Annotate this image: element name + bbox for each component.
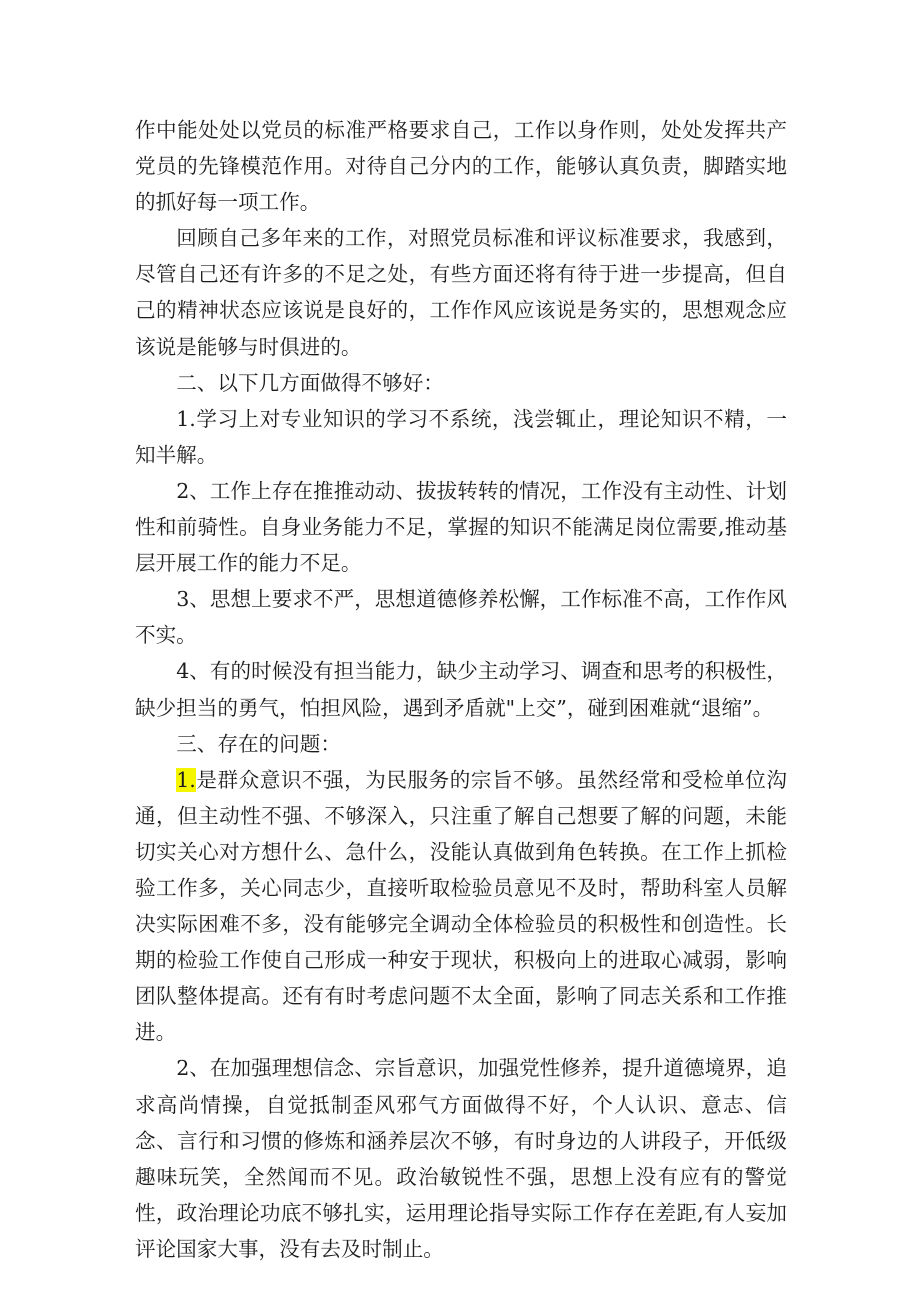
problem-item-1: [135, 762, 787, 1051]
paragraph-continuation: 作中能处处以党员的标准严格要求自己，工作以身作则，处处发挥共产党员的先锋模范作用。对待自己分内的工作，能够认真负责，脚踏实地的抓好每一项工作。: [135, 118, 787, 215]
paragraph-review: 回顾自己多年来的工作，对照党员标准和评议标准要求，我感到，尽管自己还有许多的不足之处，有些方面还将有待于进一步提高，但自己的精神状态应该说是良好的，工作作风应该说是务实的，思想观念应该说是能够与时俱进的。: [135, 226, 787, 359]
problem-item-2: 2、在加强理想信念、宗旨意识，加强党性修养，提升道德境界，追求高尚情操，自觉抵制歪风邪气方面做得不好，个人认识、意志、信念、言行和习惯的修炼和涵养层次不够，有时身边的人讲段子，开低级趣味玩笑，全然闻而不见。政治敏锐性不强，思想上没有应有的警觉性，政治理论功底不够扎实，运用理论指导实际工作存在差距,有人妄加评论国家大事，没有去及时制止。: [135, 1056, 787, 1261]
shortcoming-item-3: 3、思想上要求不严，思想道德修养松懈，工作标准不高，工作作风不实。: [135, 587, 787, 648]
shortcoming-item-1: 1.学习上对专业知识的学习不系统，浅尝辄止，理论知识不精，一知半解。: [135, 406, 787, 467]
document-body: [135, 112, 787, 1267]
section-heading-shortcomings: 二、以下几方面做得不够好：: [176, 370, 444, 395]
section-heading-problems: 三、存在的问题：: [176, 731, 341, 756]
highlighted-number: 1.: [176, 767, 196, 792]
problem-item-1-text: 是群众意识不强，为民服务的宗旨不够。虽然经常和受检单位沟通，但主动性不强、不够深入，只注重了解自己想要了解的问题，未能切实关心对方想什么、急什么，没能认真做到角色转换。在工作上抓检验工作多，关心同志少，直接听取检验员意见不及时，帮助科室人员解决实际困难不多，没有能够完全调动全体检验员的积极性和创造性。长期的检验工作使自己形成一种安于现状，积极向上的进取心减弱，影响团队整体提高。还有有时考虑问题不太全面，影响了同志关系和工作推进。: [135, 767, 787, 1045]
shortcoming-item-4: 4、有的时候没有担当能力，缺少主动学习、调查和思考的积极性，缺少担当的勇气，怕担风险，遇到矛盾就"上交”，碰到困难就“退缩”。: [135, 659, 787, 720]
shortcoming-item-2: 2、工作上存在推推动动、拔拔转转的情况，工作没有主动性、计划性和前骑性。自身业务能力不足，掌握的知识不能满足岗位需要,推动基层开展工作的能力不足。: [135, 478, 787, 576]
